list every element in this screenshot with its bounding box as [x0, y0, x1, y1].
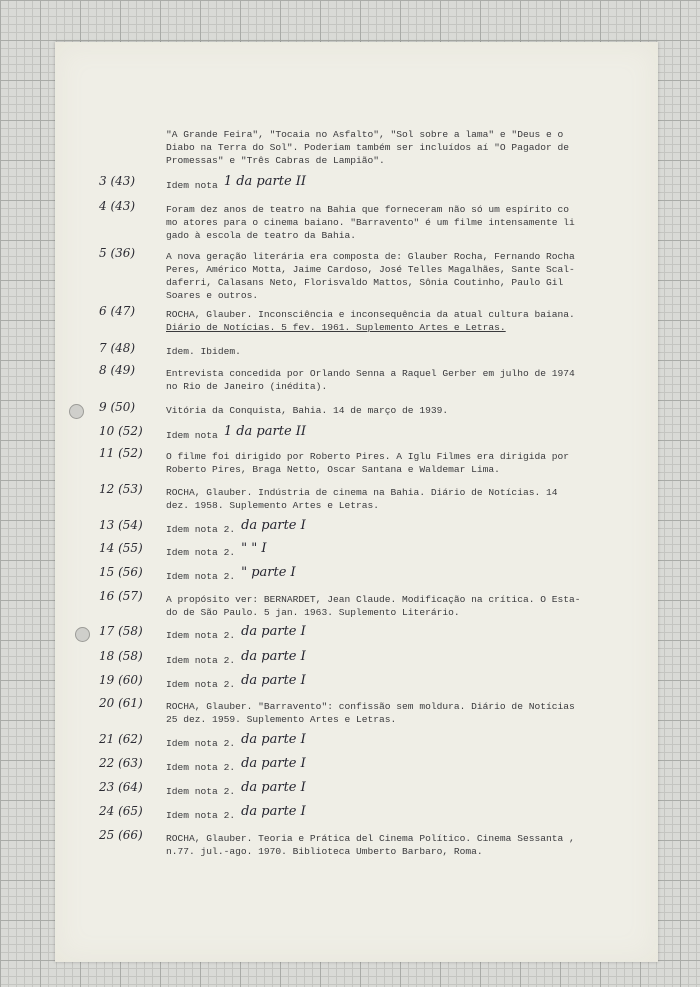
handwritten-annotation: da parte I	[241, 732, 306, 747]
handwritten-annotation: da parte I	[241, 673, 306, 688]
note-number: 6 (47)	[99, 304, 136, 318]
note-number: 15 (56)	[99, 565, 143, 579]
note-number: 12 (53)	[99, 482, 143, 496]
note-number: 20 (61)	[99, 696, 143, 710]
handwritten-annotation: da parte I	[241, 780, 306, 795]
note-number: 11 (52)	[99, 446, 143, 460]
note-number: 8 (49)	[99, 363, 136, 377]
punch-hole	[75, 627, 90, 642]
typed-page: "A Grande Feira", "Tocaia no Asfalto", "Sol sobre a lama" e "Deus e o Diabo na Terra do Sol". Poderiam também ser incluídos aí "O Pagador de Promessas" e "Três Cabras de Lampião". 3 (43) Idem nota 1 da parte II 4 (43) Foram dez anos de teatro na Bahia que forneceram não só um espírito co mo atores para o cinema baiano. "Barravento" é um filme intensamente li gado à escola de teatro da Bahia. 5 (36) A nova geração literária era composta de: Glauber Rocha, Fernando Rocha Peres, Américo Motta, Jaime Cardoso, José Telles Magalhães, Sante Scal- daferri, Calasans Neto, Florisvaldo Mattos, Sônia Coutinho, Paulo Gil Soares e outros. 6 (47) ROCHA, Glauber. Inconsciência e inconsequência da atual cultura baiana. Diário de Notícias. 5 fev. 1961. Suplemento Artes e Letras. 7 (48) Idem. Ibidem. 8 (49) Entrevista concedida por Orlando Senna a Raquel Gerber em julho de 1974 no Rio de Janeiro (inédita). 9 (50) Vitória da Conquista, Bahia. 14 de março de 1939. 10 (52) Idem nota 1 da parte II 11 (52) O filme foi dirigido por Roberto Pires. A Iglu Filmes era dirigida por Roberto Pires, Braga Netto, Oscar Santana e Waldemar Lima. 12 (53) ROCHA, Glauber. Indústria de cinema na Bahia. Diário de Notícias. 14 dez. 1958. Suplemento Artes e Letras. 13 (54) Idem nota 2. da parte I 14 (55) Idem nota 2. " " I 15 (56) Idem nota 2. " parte I 16 (57) A propósito ver: BERNARDET, Jean Claude. Modificação na crítica. O Esta- do de São Paulo. 5 jan. 1963. Suplemento Literário. 17 (58) Idem nota 2. da parte I 18 (58) Idem nota 2. da parte I 19 (60) Idem nota 2. da parte I 20 (61) ROCHA, Glauber. "Barravento": confissão sem moldura. Diário de Notícias 25 dez. 1959. Suplemento Artes e Letras. 21 (62) Idem nota 2. da parte I 22 (63) Idem nota 2. da parte I 23 (64) Idem nota 2. da parte I 24 (65) Idem nota 2. da parte I 25 (66) ROCHA, Glauber. Teoria e Prática del Cinema Político. Cinema Sessanta , n.77. jul.-ago. 1970. Biblioteca Umberto Barbaro, Roma.	[55, 42, 658, 962]
note-number: 25 (66)	[99, 828, 143, 842]
punch-hole	[69, 404, 84, 419]
note-number: 9 (50)	[99, 400, 136, 414]
note-number: 5 (36)	[99, 246, 136, 260]
handwritten-annotation: da parte I	[241, 624, 306, 639]
note-number: 23 (64)	[99, 780, 143, 794]
handwritten-annotation: 1 da parte II	[223, 424, 307, 439]
note-number: 10 (52)	[99, 424, 143, 438]
handwritten-annotation: 1 da parte II	[223, 174, 307, 189]
note-number: 18 (58)	[99, 649, 143, 663]
note-number: 24 (65)	[99, 804, 143, 818]
note-number: 16 (57)	[99, 589, 143, 603]
note-number: 14 (55)	[99, 541, 143, 555]
handwritten-annotation: " " I	[241, 541, 267, 556]
handwritten-annotation: da parte I	[241, 649, 306, 664]
handwritten-annotation: da parte I	[241, 518, 306, 533]
handwritten-annotation: " parte I	[241, 565, 296, 580]
handwritten-annotation: da parte I	[241, 804, 306, 819]
note-number: 4 (43)	[99, 199, 136, 213]
note-number: 13 (54)	[99, 518, 143, 532]
handwritten-annotation: da parte I	[241, 756, 306, 771]
note-number: 17 (58)	[99, 624, 143, 638]
note-number: 3 (43)	[99, 174, 136, 188]
note-number: 22 (63)	[99, 756, 143, 770]
note-number: 7 (48)	[99, 341, 136, 355]
note-number: 21 (62)	[99, 732, 143, 746]
note-number: 19 (60)	[99, 673, 143, 687]
